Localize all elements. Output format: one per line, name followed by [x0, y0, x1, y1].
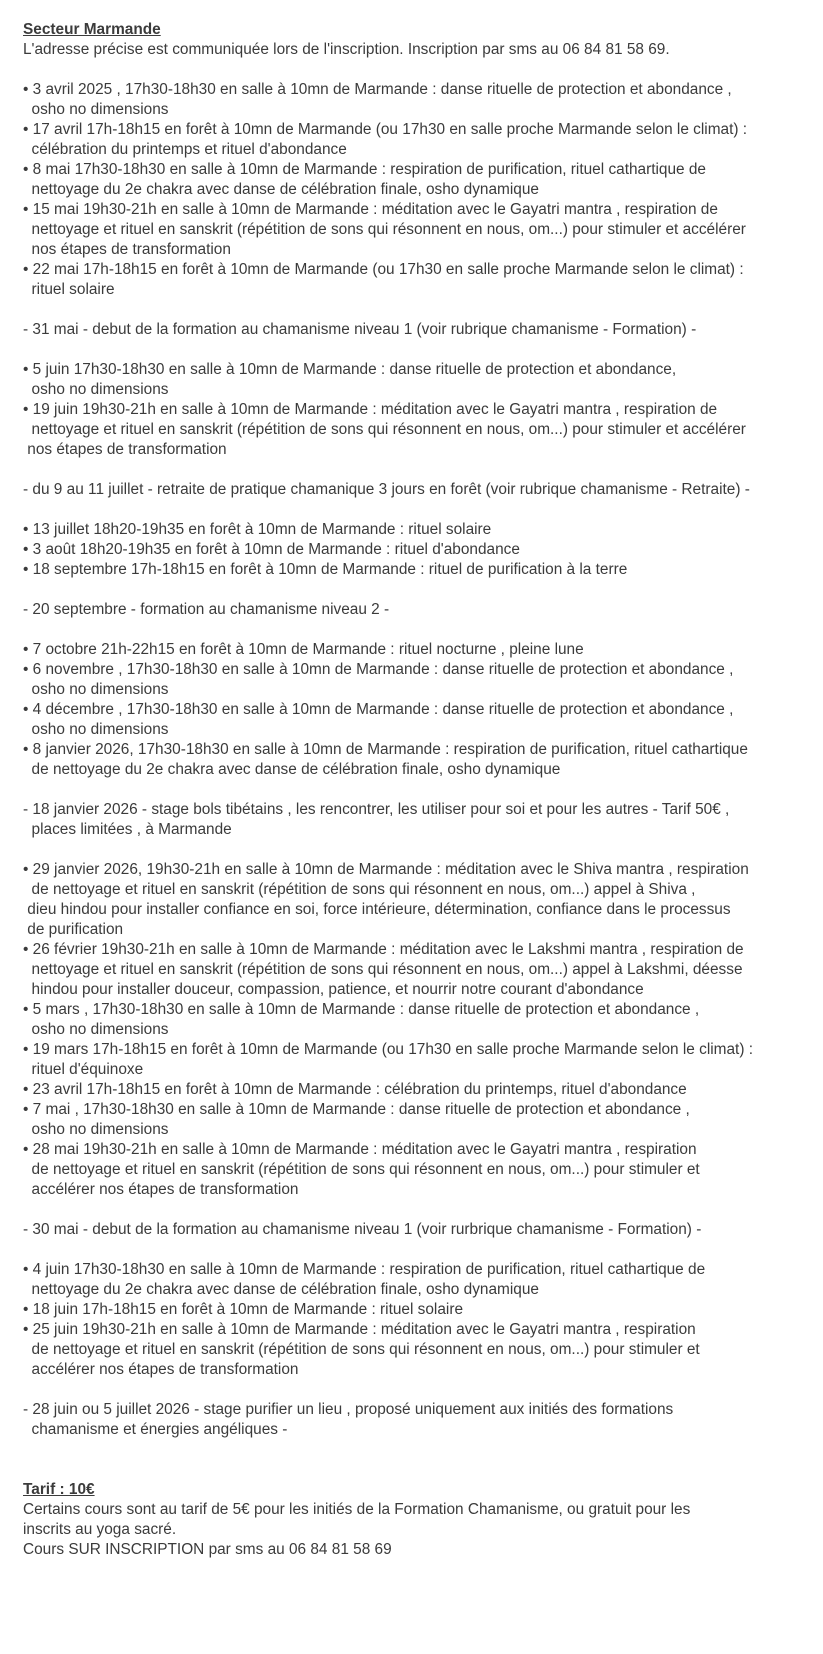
event-list [23, 360, 818, 460]
event-line: • 6 novembre , 17h30-18h30 en salle à 10mn de Marmande : danse rituelle de protection et abondance , [23, 661, 734, 678]
event-line: • 23 avril 17h-18h15 en forêt à 10mn de Marmande : célébration du printemps, rituel d'abondance [23, 1081, 687, 1098]
schedule-blocks [23, 60, 818, 1440]
event-list [23, 1260, 818, 1380]
pricing-section [23, 1480, 818, 1560]
event-item [23, 660, 818, 700]
event-line-continued: osho no dimensions [23, 681, 169, 698]
event-line: • 4 juin 17h30-18h30 en salle à 10mn de Marmande : respiration de purification, rituel cathartique de [23, 1261, 706, 1278]
event-item [23, 700, 818, 740]
event-line: • 15 mai 19h30-21h en salle à 10mn de Marmande : méditation avec le Gayatri mantra , respiration de [23, 201, 718, 218]
event-line-continued: de nettoyage du 2e chakra avec danse de célébration finale, osho dynamique [23, 761, 561, 778]
event-line-continued: nettoyage du 2e chakra avec danse de célébration finale, osho dynamique [23, 181, 539, 198]
event-line-continued: nettoyage du 2e chakra avec danse de célébration finale, osho dynamique [23, 1281, 539, 1298]
announcement-line: - 31 mai - debut de la formation au chamanisme niveau 1 (voir rubrique chamanisme - Formation) - [23, 321, 697, 338]
event-line: • 5 juin 17h30-18h30 en salle à 10mn de Marmande : danse rituelle de protection et abondance, [23, 361, 677, 378]
event-item [23, 860, 818, 940]
event-line-continued: osho no dimensions [23, 381, 169, 398]
event-item [23, 120, 818, 160]
event-line-continued: de nettoyage et rituel en sanskrit (répétition de sons qui résonnent en nous, om...) pour stimuler et [23, 1341, 700, 1358]
event-item [23, 400, 818, 460]
intro-text: L'adresse précise est communiquée lors de l'inscription. Inscription par sms au 06 84 81 58 69. [23, 41, 670, 58]
sector-title: Secteur Marmande [23, 21, 161, 38]
event-line: • 3 avril 2025 , 17h30-18h30 en salle à 10mn de Marmande : danse rituelle de protection et abondance , [23, 81, 732, 98]
event-line-continued: osho no dimensions [23, 721, 169, 738]
pricing-line: inscrits au yoga sacré. [23, 1521, 177, 1538]
event-line: • 3 août 18h20-19h35 en forêt à 10mn de Marmande : rituel d'abondance [23, 541, 520, 558]
event-item [23, 1000, 818, 1040]
event-line: • 29 janvier 2026, 19h30-21h en salle à 10mn de Marmande : méditation avec le Shiva mantra , respiration [23, 861, 749, 878]
event-line-continued: osho no dimensions [23, 1021, 169, 1038]
event-line: • 19 juin 19h30-21h en salle à 10mn de Marmande : méditation avec le Gayatri mantra , respiration de [23, 401, 718, 418]
event-line-continued: nos étapes de transformation [23, 241, 231, 258]
event-item [23, 200, 818, 260]
event-line-continued: osho no dimensions [23, 1121, 169, 1138]
announcement-line: - 18 janvier 2026 - stage bols tibétains , les rencontrer, les utiliser pour soi et pour les autres - Tarif 50€ , [23, 801, 730, 818]
announcement-line: - 28 juin ou 5 juillet 2026 - stage purifier un lieu , proposé uniquement aux initiés des formations [23, 1401, 674, 1418]
event-line: • 26 février 19h30-21h en salle à 10mn de Marmande : méditation avec le Lakshmi mantra , respiration de [23, 941, 744, 958]
pricing-title: Tarif : 10€ [23, 1481, 95, 1498]
event-list [23, 860, 818, 1200]
event-line-continued: osho no dimensions [23, 101, 169, 118]
announcement-line: chamanisme et énergies angéliques - [23, 1421, 288, 1438]
event-item [23, 640, 818, 660]
announcement-line: places limitées , à Marmande [23, 821, 232, 838]
event-list [23, 80, 818, 300]
event-line-continued: nettoyage et rituel en sanskrit (répétition de sons qui résonnent en nous, om...) appel à Lakshmi, déesse [23, 961, 743, 978]
announcement [23, 800, 818, 840]
event-line: • 7 mai , 17h30-18h30 en salle à 10mn de Marmande : danse rituelle de protection et abondance , [23, 1101, 690, 1118]
pricing-line: Certains cours sont au tarif de 5€ pour les initiés de la Formation Chamanisme, ou gratuit pour les [23, 1501, 691, 1518]
event-line: • 19 mars 17h-18h15 en forêt à 10mn de Marmande (ou 17h30 en salle proche Marmande selon le climat) : [23, 1041, 754, 1058]
event-line: • 13 juillet 18h20-19h35 en forêt à 10mn de Marmande : rituel solaire [23, 521, 492, 538]
event-item [23, 1260, 818, 1300]
event-line-continued: accélérer nos étapes de transformation [23, 1361, 299, 1378]
pricing-lines [23, 1500, 818, 1560]
event-line-continued: dieu hindou pour installer confiance en soi, force intérieure, détermination, confiance dans le processus [23, 901, 731, 918]
event-line-continued: de nettoyage et rituel en sanskrit (répétition de sons qui résonnent en nous, om...) pour stimuler et [23, 1161, 700, 1178]
announcement-line: - 20 septembre - formation au chamanisme niveau 2 - [23, 601, 390, 618]
event-line-continued: accélérer nos étapes de transformation [23, 1181, 299, 1198]
announcement [23, 600, 818, 620]
event-line-continued: nettoyage et rituel en sanskrit (répétition de sons qui résonnent en nous, om...) pour stimuler et accélérer [23, 421, 746, 438]
event-item [23, 360, 818, 400]
event-line: • 7 octobre 21h-22h15 en forêt à 10mn de Marmande : rituel nocturne , pleine lune [23, 641, 584, 658]
event-line-continued: hindou pour installer douceur, compassion, patience, et nourrir notre courant d'abondance [23, 981, 644, 998]
event-line-continued: nos étapes de transformation [23, 441, 227, 458]
event-item [23, 1040, 818, 1080]
event-item [23, 1320, 818, 1380]
event-line: • 22 mai 17h-18h15 en forêt à 10mn de Marmande (ou 17h30 en salle proche Marmande selon le climat) : [23, 261, 744, 278]
event-line: • 18 septembre 17h-18h15 en forêt à 10mn de Marmande : rituel de purification à la terre [23, 561, 628, 578]
schedule-document [23, 20, 818, 1560]
event-line-continued: nettoyage et rituel en sanskrit (répétition de sons qui résonnent en nous, om...) pour stimuler et accélérer [23, 221, 746, 238]
event-line: • 4 décembre , 17h30-18h30 en salle à 10mn de Marmande : danse rituelle de protection et abondance , [23, 701, 734, 718]
event-item [23, 740, 818, 780]
event-line: • 17 avril 17h-18h15 en forêt à 10mn de Marmande (ou 17h30 en salle proche Marmande selon le climat) : [23, 121, 748, 138]
event-item [23, 1080, 818, 1100]
pricing-line: Cours SUR INSCRIPTION par sms au 06 84 81 58 69 [23, 1541, 392, 1558]
event-item [23, 1140, 818, 1200]
event-item [23, 540, 818, 560]
event-item [23, 520, 818, 540]
announcement [23, 480, 818, 500]
event-item [23, 260, 818, 300]
announcement [23, 1400, 818, 1440]
event-line-continued: célébration du printemps et rituel d'abondance [23, 141, 347, 158]
event-item [23, 1300, 818, 1320]
event-line-continued: de nettoyage et rituel en sanskrit (répétition de sons qui résonnent en nous, om...) appel à Shiva , [23, 881, 696, 898]
announcement-line: - 30 mai - debut de la formation au chamanisme niveau 1 (voir rurbrique chamanisme - Formation) - [23, 1221, 702, 1238]
event-line-continued: de purification [23, 921, 124, 938]
event-list [23, 640, 818, 780]
event-item [23, 160, 818, 200]
event-item [23, 1100, 818, 1140]
event-line: • 8 janvier 2026, 17h30-18h30 en salle à 10mn de Marmande : respiration de purification, rituel cathartique [23, 741, 748, 758]
event-line: • 25 juin 19h30-21h en salle à 10mn de Marmande : méditation avec le Gayatri mantra , respiration [23, 1321, 696, 1338]
event-line-continued: rituel d'équinoxe [23, 1061, 144, 1078]
announcement [23, 1220, 818, 1240]
event-line: • 28 mai 19h30-21h en salle à 10mn de Marmande : méditation avec le Gayatri mantra , respiration [23, 1141, 697, 1158]
event-list [23, 520, 818, 580]
announcement [23, 320, 818, 340]
event-line: • 5 mars , 17h30-18h30 en salle à 10mn de Marmande : danse rituelle de protection et abondance , [23, 1001, 700, 1018]
announcement-line: - du 9 au 11 juillet - retraite de pratique chamanique 3 jours en forêt (voir rubrique chamanisme - Retraite) - [23, 481, 750, 498]
event-line: • 18 juin 17h-18h15 en forêt à 10mn de Marmande : rituel solaire [23, 1301, 464, 1318]
event-line: • 8 mai 17h30-18h30 en salle à 10mn de Marmande : respiration de purification, rituel cathartique de [23, 161, 706, 178]
event-item [23, 940, 818, 1000]
event-item [23, 80, 818, 120]
event-line-continued: rituel solaire [23, 281, 115, 298]
event-item [23, 560, 818, 580]
